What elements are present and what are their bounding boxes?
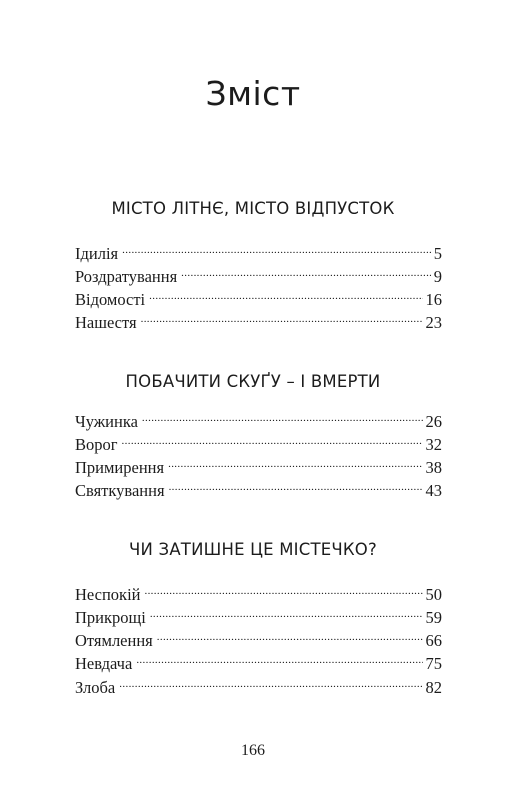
- toc-entry-page: 50: [425, 584, 442, 604]
- toc-entry: [75, 289, 442, 312]
- dot-leader: [168, 457, 422, 474]
- toc-entry-page: 82: [425, 677, 442, 697]
- toc-entry-title: Роздратування: [75, 266, 178, 286]
- section-heading-2: ПОБАЧИТИ СКУҐУ – І ВМЕРТИ: [125, 372, 381, 391]
- toc-entry: [75, 433, 442, 456]
- toc-list-section-3: [75, 583, 442, 699]
- page-title: Зміст: [205, 74, 301, 113]
- toc-entry-page: 38: [425, 458, 442, 478]
- toc-entry-page: 26: [425, 411, 442, 431]
- toc-entry-page: 9: [433, 266, 442, 286]
- dot-leader: [142, 410, 423, 427]
- toc-entry-title: Злоба: [75, 677, 116, 697]
- toc-entry: [75, 630, 442, 653]
- toc-entry: [75, 606, 442, 629]
- toc-entry-title: Святкування: [75, 481, 165, 501]
- toc-entry-page: 59: [425, 607, 442, 627]
- toc-entry: [75, 676, 442, 699]
- dot-leader: [181, 265, 431, 282]
- dot-leader: [149, 289, 422, 306]
- dot-leader: [157, 630, 423, 647]
- toc-entry-title: Чужинка: [75, 411, 138, 431]
- toc-entry-page: 23: [425, 313, 442, 333]
- toc-entry-page: 32: [425, 434, 442, 454]
- toc-entry: [75, 480, 442, 503]
- toc-entry-page: 66: [425, 631, 442, 651]
- dot-leader: [169, 480, 423, 497]
- section-heading-1: МІСТО ЛІТНЄ, МІСТО ВІДПУСТОК: [111, 199, 395, 218]
- toc-entry: [75, 457, 442, 480]
- toc-entry-title: Нашестя: [75, 313, 137, 333]
- toc-entry-title: Примирення: [75, 458, 165, 478]
- toc-entry-page: 16: [425, 290, 442, 310]
- toc-entry-title: Відомості: [75, 290, 146, 310]
- dot-leader: [150, 606, 423, 623]
- toc-entry: [75, 410, 442, 433]
- toc-list-section-1: [75, 242, 442, 335]
- dot-leader: [141, 312, 423, 329]
- toc-entry: [75, 583, 442, 606]
- toc-entry-title: Прикрощі: [75, 607, 146, 627]
- toc-entry: [75, 653, 442, 676]
- toc-entry: [75, 312, 442, 335]
- toc-list-section-2: [75, 410, 442, 503]
- toc-entry: [75, 242, 442, 265]
- toc-entry-title: Отямлення: [75, 631, 153, 651]
- page-number: 166: [241, 742, 265, 759]
- section-heading-3: ЧИ ЗАТИШНЕ ЦЕ МІСТЕЧКО?: [129, 540, 377, 559]
- toc-entry-page: 75: [425, 654, 442, 674]
- dot-leader: [119, 676, 422, 693]
- toc-entry-page: 5: [433, 243, 442, 263]
- dot-leader: [136, 653, 422, 670]
- toc-entry-title: Невдача: [75, 654, 133, 674]
- toc-entry-title: Ідилія: [75, 243, 119, 263]
- toc-entry-title: Ворог: [75, 434, 118, 454]
- dot-leader: [144, 583, 422, 600]
- dot-leader: [122, 433, 423, 450]
- toc-entry-page: 43: [425, 481, 442, 501]
- toc-entry: [75, 265, 442, 288]
- toc-entry-title: Неспокій: [75, 584, 141, 604]
- dot-leader: [122, 242, 431, 259]
